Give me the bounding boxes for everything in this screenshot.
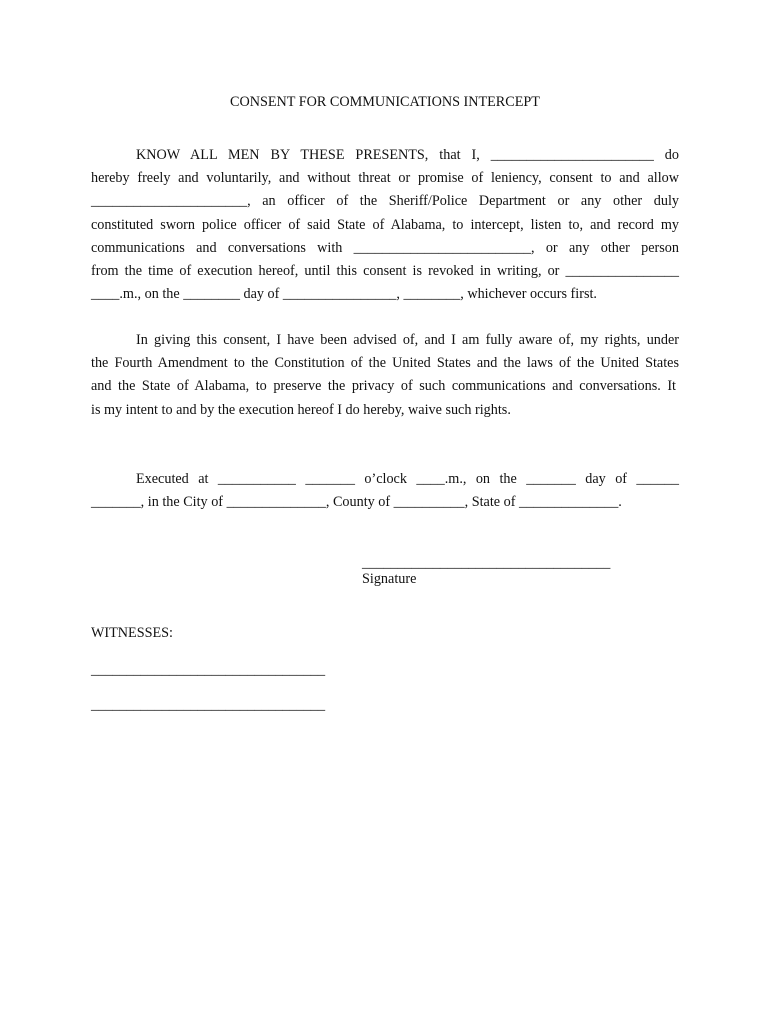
line-text: In giving this consent, I have been advised of, and I am fully aware of, my rights, under bbox=[136, 332, 679, 348]
document-title: CONSENT FOR COMMUNICATIONS INTERCEPT bbox=[230, 94, 540, 110]
witnesses-label: WITNESSES: bbox=[91, 625, 173, 641]
line-text: and the State of Alabama, to preserve the privacy of such communications and conversations. It bbox=[91, 378, 676, 395]
line-text: _______, in the City of ______________, County of __________, State of ______________. bbox=[91, 494, 622, 511]
line-text: ______________________, an officer of the Sheriff/Police Department or any other duly bbox=[91, 193, 679, 210]
line-text: communications and conversations with _________________________, or any other person bbox=[91, 239, 679, 256]
paragraph-line bbox=[91, 375, 679, 398]
signature-line: ___________________________________ bbox=[362, 555, 611, 571]
witness-line: _________________________________ bbox=[91, 662, 326, 678]
signature-label: Signature bbox=[362, 571, 417, 587]
rights-paragraph bbox=[91, 329, 679, 422]
line-text: Executed at ___________ _______ o’clock ____.m., on the _______ day of ______ bbox=[136, 471, 679, 487]
paragraph-line bbox=[91, 399, 679, 422]
paragraph-line bbox=[91, 190, 679, 213]
paragraph-line bbox=[91, 214, 679, 237]
paragraph-line bbox=[91, 491, 679, 514]
paragraph-line bbox=[91, 167, 679, 190]
paragraph-line bbox=[91, 329, 679, 352]
consent-paragraph bbox=[91, 144, 679, 306]
execution-paragraph bbox=[91, 468, 679, 514]
line-text: from the time of execution hereof, until this consent is revoked in writing, or ________________ bbox=[91, 262, 679, 279]
paragraph-line bbox=[91, 468, 679, 491]
paragraph-line bbox=[91, 283, 679, 306]
line-text: the Fourth Amendment to the Constitution of the United States and the laws of the United States bbox=[91, 355, 679, 372]
line-text: constituted sworn police officer of said State of Alabama, to intercept, listen to, and record my bbox=[91, 216, 679, 233]
paragraph-line bbox=[91, 237, 679, 260]
paragraph-line bbox=[91, 260, 679, 283]
paragraph-line bbox=[91, 352, 679, 375]
witness-line: _________________________________ bbox=[91, 697, 326, 713]
line-text: ____.m., on the ________ day of ________________, ________, whichever occurs first. bbox=[91, 286, 597, 303]
paragraph-line bbox=[91, 144, 679, 167]
line-text: KNOW ALL MEN BY THESE PRESENTS, that I, _______________________ do bbox=[136, 147, 679, 163]
line-text: is my intent to and by the execution hereof I do hereby, waive such rights. bbox=[91, 401, 511, 418]
line-text: hereby freely and voluntarily, and without threat or promise of leniency, consent to and allow bbox=[91, 170, 679, 187]
